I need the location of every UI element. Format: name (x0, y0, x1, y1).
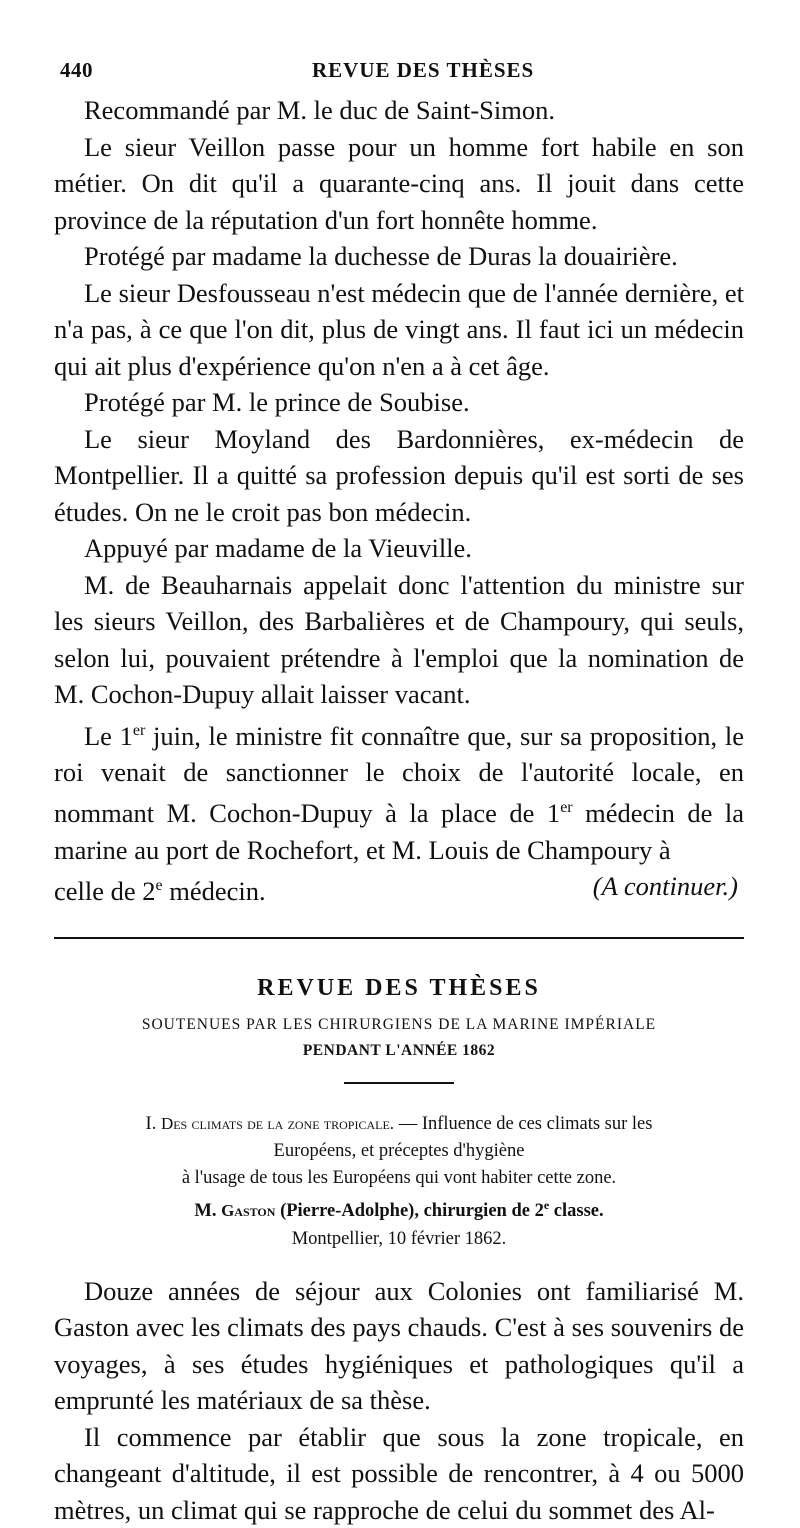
section-title: REVUE DES THÈSES (257, 975, 541, 1002)
page-number: 440 (60, 58, 93, 82)
section-subtitle: SOUTENUES PAR LES CHIRURGIENS DE LA MARINE IMPÉRIALE (141, 1016, 657, 1034)
thesis-place-date: Montpellier, 10 février 1862. (291, 1228, 507, 1249)
text-run: médecin. (162, 875, 266, 906)
thesis-review (54, 1273, 744, 1528)
paragraph: Il commence par établir que sous la zone tropicale, en changeant d'altitude, il est possible de rencontrer, à 4 ou 5000 mètres, un climat qui se rapproche de celui du sommet des Al- (54, 1421, 744, 1525)
text-run: Le 1 (84, 720, 133, 751)
author-end: classe. (549, 1201, 604, 1222)
thesis-title: Des climats de la zone tropicale. (160, 1114, 395, 1134)
author-rest: (Pierre-Adolphe), chirurgien de 2 (275, 1201, 544, 1222)
to-be-continued: (A continuer.) (592, 871, 738, 902)
paragraph: Le sieur Veillon passe pour un homme fort habile en son métier. On dit qu'il a quarante-cinq ans. Il jouit dans cette province de la réputation d'un fort honnête homme. (54, 131, 744, 235)
author-prefix: M. (194, 1201, 217, 1222)
superscript: e (543, 1198, 550, 1213)
thesis-title-rest: — Influence de ces climats sur les (394, 1114, 653, 1135)
thesis-title-line (54, 1110, 744, 1138)
paragraph: Le sieur Moyland des Bardonnières, ex-médecin de Montpellier. Il a quitté sa profession depuis qu'il est sorti de ses études. On ne le croit pas bon médecin. (54, 423, 744, 527)
thesis-number: I. (145, 1114, 157, 1135)
thesis-title-line3: à l'usage de tous les Européens qui vont habiter cette zone. (181, 1168, 617, 1189)
superscript: er (560, 799, 573, 817)
short-rule (344, 1082, 454, 1084)
section-year: PENDANT L'ANNÉE 1862 (302, 1042, 496, 1060)
paragraph: M. de Beauharnais appelait donc l'attention du ministre sur les sieurs Veillon, des Barbalières et de Champoury, qui seuls, selon lui, pouvaient prétendre à l'emploi que la nomination de M. Cochon-Dupuy allait laisser vacant. (54, 569, 744, 709)
thesis-author (54, 1192, 744, 1225)
text-run: juin, le ministre fit connaître que, sur sa proposition, le roi venait de sanctionner le choix de l'autorité locale, en nommant M. Cochon-Dupuy à la place de 1 (54, 720, 744, 829)
article-continuation (54, 92, 744, 909)
book-page (54, 50, 744, 1528)
paragraph: Recommandé par M. le duc de Saint-Simon. (84, 95, 556, 125)
section-separator (54, 937, 744, 939)
paragraph: Appuyé par madame de la Vieuville. (84, 533, 472, 563)
paragraph: Protégé par M. le prince de Soubise. (84, 387, 470, 417)
thesis-heading (54, 1110, 744, 1252)
paragraph: Protégé par madame la duchesse de Duras la douairière. (84, 241, 678, 271)
paragraph: Douze années de séjour aux Colonies ont familiarisé M. Gaston avec les climats des pays chauds. C'est à ses souvenirs de voyages, à ses études hygiéniques et pathologiques qu'il a emprunté les matériaux de sa thèse. (54, 1275, 744, 1416)
author-name: Gaston (221, 1201, 276, 1221)
running-title: REVUE DES THÈSES (312, 58, 535, 82)
paragraph: Le sieur Desfousseau n'est médecin que de l'année dernière, et n'a pas, à ce que l'on dit, plus de vingt ans. Il faut ici un médecin qui ait plus d'expérience qu'on n'en a à cet âge. (54, 277, 744, 381)
text-run: celle de 2 (54, 875, 156, 906)
paragraph-last (54, 713, 744, 869)
last-line-text (54, 868, 266, 909)
text-run: médecin de la marine au port de Rochefort, et M. Louis de Champoury à (54, 798, 744, 865)
superscript: e (155, 877, 163, 895)
thesis-title-line2: Européens, et préceptes d'hygiène (273, 1141, 525, 1162)
running-head (54, 50, 744, 84)
superscript: er (132, 721, 146, 739)
paragraph-last-line (54, 868, 744, 909)
